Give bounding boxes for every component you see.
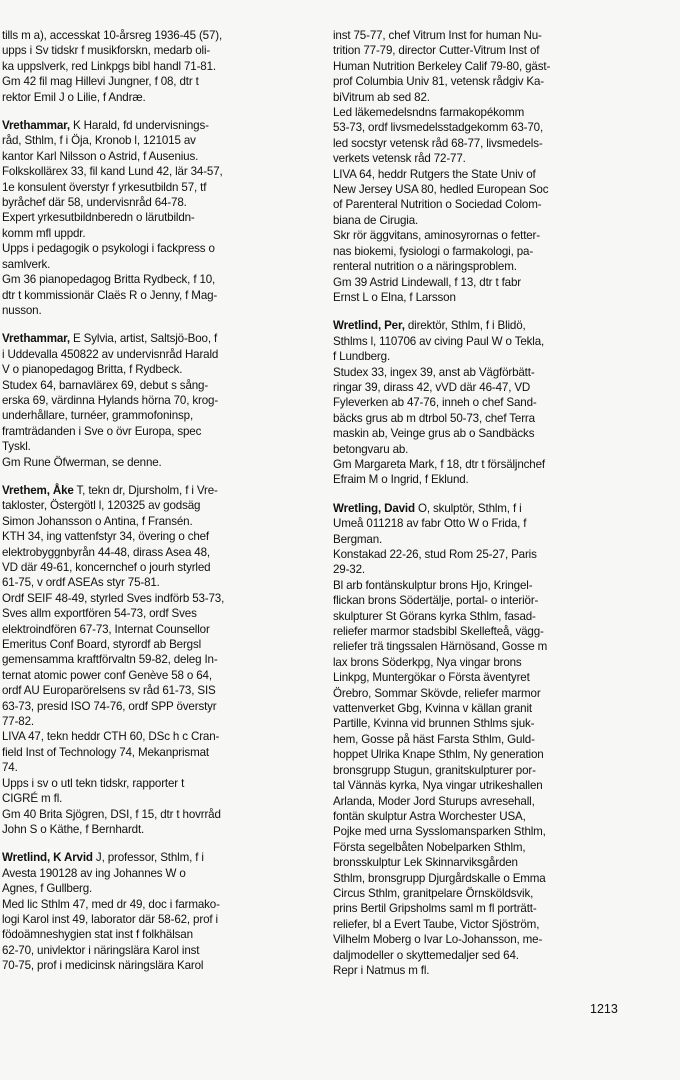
entry-line: Sthlms l, 110706 av civing Paul W o Tekla,: [333, 334, 545, 348]
entry-line: flickan brons Södertälje, portal- o interiör-: [333, 594, 539, 608]
entry-line: elektroindfören 67-73, Internat Counsellor: [2, 622, 210, 636]
entry-line: tal Vännäs kyrka, Nya vingar utrikeshallen: [333, 779, 543, 793]
entry-line: VD där 49-61, koncernchef o jourh styrled: [2, 561, 211, 574]
entry-line: framträdanden i Sve o övr Europa, spec: [2, 424, 202, 438]
entry-line: 77-82.: [2, 715, 34, 729]
entry-line: of Parenteral Nutrition o Sociedad Colom-: [333, 198, 542, 212]
entry-line: hoppet Ulrika Knape Sthlm, Ny generation: [333, 748, 544, 762]
entry-line: Studex 64, barnavlärex 69, debut s sång-: [2, 378, 209, 392]
entry-line: fontän skulptur Astra Worchester USA,: [333, 809, 526, 823]
entry-line: Gm Margareta Mark, f 18, dtr t försäljnchef: [333, 457, 545, 471]
entry-line: nusson.: [2, 303, 42, 317]
entry-line: bäcks grus ab m dtrbol 50-73, chef Terra: [333, 411, 535, 425]
entry-headline-rest: O, skulptör, Sthlm, f i: [414, 501, 522, 515]
entry-line: Folkskollärex 33, fil kand Lund 42, lär 34-57,: [2, 165, 223, 179]
entry-line: bronsskulptur Lek Skinnarviksgården: [333, 856, 518, 870]
entry-line: Circus Sthlm, granitpelare Örnsköldsvik,: [333, 886, 534, 900]
entry-line: V o pianopedagog Britta, f Rydbeck.: [2, 363, 183, 377]
entry-line: Human Nutrition Berkeley Calif 79-80, gäst-: [333, 59, 551, 73]
entry-line: inst 75-77, chef Vitrum Inst for human Nu-: [333, 29, 542, 42]
entry-line: Gm 36 pianopedagog Britta Rydbeck, f 10,: [2, 273, 216, 287]
entry-line: Gm 42 fil mag Hillevi Jungner, f 08, dtr t: [2, 75, 199, 89]
page-number: 1213: [590, 1002, 618, 1016]
entry-line: Simon Johansson o Antina, f Fransén.: [2, 514, 193, 528]
entry-line: i Uddevalla 450822 av undervisnråd Harald: [2, 347, 219, 361]
entry-headline-rest: T, tekn dr, Djursholm, f i Vre-: [73, 483, 218, 497]
entry-line: reliefer trä tingssalen Härnösand, Gosse m: [333, 640, 548, 654]
entry-line: Bl arb fontänskulptur brons Hjo, Kringel-: [333, 578, 533, 592]
entry-line: Arlanda, Moder Jord Sturups avresehall,: [333, 794, 535, 808]
entry-line: Med lic Sthlm 47, med dr 49, doc i farmako-: [2, 897, 220, 911]
entry-line: gemensamma kraftförvaltn 59-82, deleg In-: [2, 653, 218, 667]
entry-line: renteral nutrition o a näringsproblem.: [333, 260, 517, 274]
entry-line: rektor Emil J o Lilie, f Andræ.: [2, 90, 146, 104]
entry-line: hem, Gosse på häst Farsta Sthlm, Guld-: [333, 732, 535, 746]
entry-line: LIVA 64, heddr Rutgers the State Univ of: [333, 167, 536, 181]
entry-line: 53-73, ordf livsmedelsstadgekomm 63-70,: [333, 121, 544, 135]
entry-cont-entry: [2, 28, 302, 105]
entry-line: Tyskl.: [2, 440, 31, 454]
entry-line: 61-75, v ordf ASEAs styr 75-81.: [2, 576, 160, 590]
entry-line: Gm 39 Astrid Lindewall, f 13, dtr t fabr: [333, 275, 521, 289]
entry-line: Led läkemedelsndns farmakopékomm: [333, 106, 525, 120]
entry-line: Sves allm exportfören 54-73, ordf Sves: [2, 607, 197, 621]
entry-line: upps i Sv tidskr f musikforskn, medarb oli-: [2, 44, 211, 58]
entry-line: dtr t kommissionär Claës R o Jenny, f Mag-: [2, 288, 218, 302]
entry-wretlind-per: [333, 318, 633, 487]
entry-headline-rest: J, professor, Sthlm, f i: [92, 851, 204, 865]
entry-line: 1e konsulent överstyr f yrkesutbildn 57, tf: [2, 180, 207, 194]
entry-wretling-david: [333, 501, 633, 979]
entry-line: födoämneshygien stat inst f folkhälsan: [2, 928, 193, 942]
entry-line: Konstakad 22-26, stud Rom 25-27, Paris: [333, 548, 537, 561]
entry-line: Sthlm, bronsgrupp Djurgårdskalle o Emma: [333, 871, 546, 885]
entry-line: Upps i pedagogik o psykologi i fackpress o: [2, 242, 215, 256]
entry-line: underhållare, turnéer, grammofoninsp,: [2, 409, 194, 423]
entry-line: f Lundberg.: [333, 350, 391, 364]
entry-line: komm mfl uppdr.: [2, 226, 86, 240]
entry-headline-rest: direktör, Sthlm, f i Blidö,: [404, 319, 526, 333]
entry-line: Upps i sv o utl tekn tidskr, rapporter t: [2, 776, 185, 790]
entry-first-line: [2, 331, 302, 346]
entry-line: tills m a), accesskat 10-årsreg 1936-45 (57),: [2, 29, 223, 42]
entry-line: Emeritus Conf Board, styrordf ab Bergsl: [2, 638, 202, 652]
entry-line: Ernst L o Elna, f Larsson: [333, 290, 456, 304]
entry-line: biana de Cirugia.: [333, 213, 419, 227]
entry-line: ordf AU Europarörelsens sv råd 61-73, SIS: [2, 684, 216, 698]
entry-line: Umeå 011218 av fabr Otto W o Frida, f: [333, 517, 527, 531]
entry-line: Vilhelm Moberg o Ivar Lo-Johansson, me-: [333, 933, 543, 947]
entry-first-line: [333, 318, 633, 333]
entry-line: betongvaru ab.: [333, 442, 409, 456]
entry-line: Repr i Natmus m fl.: [333, 963, 430, 977]
entry-headword: Wretlind, Per,: [333, 319, 405, 333]
entry-vrethammar-sylvia: [2, 331, 302, 470]
entry-line: Gm Rune Öfwerman, se denne.: [2, 455, 162, 469]
entry-line: Pojke med urna Sysslomansparken Sthlm,: [333, 825, 546, 839]
entry-line: Efraim M o Ingrid, f Eklund.: [333, 473, 469, 487]
entry-line: daljmodeller o skyttemedaljer sed 64.: [333, 948, 519, 962]
entry-line: verkets vetensk råd 72-77.: [333, 152, 466, 166]
entry-line: reliefer marmor stadsbibl Skellefteå, vägg-: [333, 625, 544, 639]
entry-line: prins Bertil Gripsholms saml m fl porträtt-: [333, 902, 537, 916]
entry-line: ringar 39, dirass 42, vVD där 46-47, VD: [333, 380, 531, 394]
entry-line: Linkpg, Muntergökar o Första äventyret: [333, 671, 530, 685]
entry-line: Ordf SEIF 48-49, styrled Sves indförb 53-73,: [2, 591, 225, 605]
entry-line: Bergman.: [333, 532, 383, 546]
entry-line: bronsgrupp Stugun, granitskulpturer por-: [333, 763, 536, 777]
entry-line: trition 77-79, director Cutter-Vitrum Inst of: [333, 44, 540, 58]
entry-line: Agnes, f Gullberg.: [2, 882, 93, 896]
entry-line: Gm 40 Brita Sjögren, DSI, f 15, dtr t hovrråd: [2, 807, 221, 821]
entry-line: erska 69, värdinna Hylands hörna 70, krog-: [2, 393, 219, 407]
entry-wretlind-arvid-cont: [333, 28, 633, 305]
entry-headword: Wretlind, K Arvid: [2, 851, 93, 865]
entry-vrethammar-harald: [2, 118, 302, 318]
entry-headword: Vrethammar,: [2, 332, 70, 346]
entry-line: Expert yrkesutbildnberedn o lärutbildn-: [2, 211, 195, 225]
entry-line: CIGRÉ m fl.: [2, 792, 63, 806]
entry-first-line: [2, 850, 302, 865]
entry-headline-rest: E Sylvia, artist, Saltsjö-Boo, f: [69, 332, 218, 346]
entry-line: skulpturer St Görans kyrka Sthlm, fasad-: [333, 609, 536, 623]
entry-line: reliefer, bl a Evert Taube, Victor Sjöström,: [333, 917, 540, 931]
entry-line: maskin ab, Veinge grus ab o Sandbäcks: [333, 427, 535, 441]
entry-vrethem-ake: [2, 483, 302, 837]
entry-line: Partille, Kvinna vid brunnen Sthlms sjuk-: [333, 717, 535, 731]
entry-line: ternat atomic power conf Genève 58 o 64,: [2, 668, 212, 682]
entry-line: 63-73, presid ISO 74-76, ordf SPP överstyr: [2, 699, 217, 713]
entry-line: KTH 34, ing vattenfstyr 34, övering o chef: [2, 530, 210, 544]
entry-line: 29-32.: [333, 563, 365, 577]
entry-line: samlverk.: [2, 257, 51, 271]
entry-line: Studex 33, ingex 39, anst ab Vägförbätt-: [333, 365, 535, 379]
entry-line: New Jersey USA 80, hedled European Soc: [333, 183, 549, 197]
entry-line: takloster, Östergötl l, 120325 av godsäg: [2, 499, 201, 513]
entry-headword: Wretling, David: [333, 501, 415, 515]
entry-line: LIVA 47, tekn heddr CTH 60, DSc h c Cran-: [2, 730, 220, 744]
entry-line: Skr rör äggvitans, aminosyrornas o fetter-: [333, 229, 540, 243]
entry-line: 74.: [2, 761, 18, 775]
entry-headword: Vrethem, Åke: [2, 483, 74, 497]
entry-line: 70-75, prof i medicinsk näringslära Karol: [2, 959, 204, 973]
entry-first-line: [2, 118, 302, 133]
entry-line: field Inst of Technology 74, Mekanprismat: [2, 745, 209, 759]
entry-line: vattenverket Gbg, Kvinna v källan granit: [333, 702, 532, 716]
entry-line: ka uppslverk, red Linkpgs bibl handl 71-81.: [2, 59, 216, 73]
entry-first-line: [333, 501, 633, 516]
entry-line: prof Columbia Univ 81, vetensk rådgiv Ka-: [333, 75, 545, 89]
entry-line: råd, Sthlm, f i Öja, Kronob l, 121015 av: [2, 134, 196, 148]
entry-line: biVitrum ab sed 82.: [333, 90, 430, 104]
entry-line: nas biokemi, fysiologi o farmakologi, pa-: [333, 244, 534, 258]
entry-line: Första segelbåten Nobelparken Sthlm,: [333, 840, 526, 854]
entry-line: Avesta 190128 av ing Johannes W o: [2, 866, 186, 880]
entry-line: led socstyr vetensk råd 68-77, livsmedels-: [333, 136, 543, 150]
entry-line: elektrobyggnbyrån 44-48, dirass Asea 48,: [2, 545, 210, 559]
right-column: [333, 28, 633, 991]
entry-line: John S o Käthe, f Bernhardt.: [2, 822, 145, 836]
entry-headline-rest: K Harald, fd undervisnings-: [69, 119, 209, 133]
left-column: [2, 28, 302, 987]
entry-line: kantor Karl Nilsson o Astrid, f Ausenius.: [2, 149, 199, 163]
entry-line: Fyleverken ab 47-76, inneh o chef Sand-: [333, 396, 537, 410]
entry-wretlind-arvid: [2, 850, 302, 973]
entry-line: logi Karol inst 49, laborator där 58-62, prof i: [2, 912, 218, 926]
entry-line: lax brons Söderkpg, Nya vingar brons: [333, 655, 522, 669]
entry-first-line: [2, 483, 302, 498]
entry-line: Örebro, Sommar Skövde, reliefer marmor: [333, 686, 541, 700]
entry-line: byråchef där 58, undervisnråd 64-78.: [2, 196, 187, 210]
entry-headword: Vrethammar,: [2, 119, 70, 133]
entry-line: 62-70, univlektor i näringslära Karol inst: [2, 943, 200, 957]
